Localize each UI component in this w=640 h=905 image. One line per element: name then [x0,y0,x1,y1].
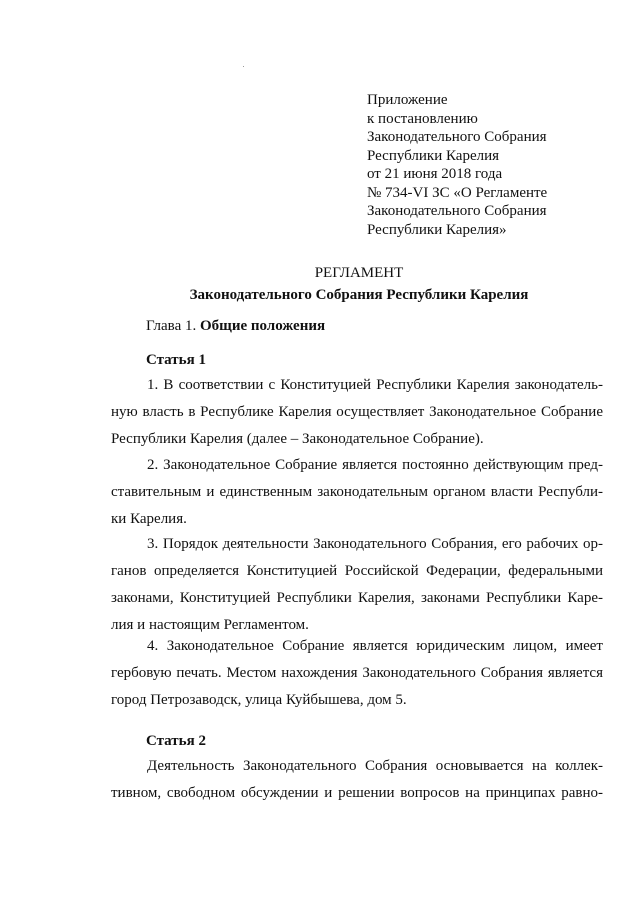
paragraph-line: гербовую печать. Местом нахождения Законодательного Собрания является [111,665,603,681]
appendix-line: № 734-VI ЗС «О Регламенте [367,184,548,201]
article-paragraph [111,531,603,639]
chapter-heading [146,316,325,336]
appendix-line: Республики Карелия» [367,221,507,238]
paragraph-line: Деятельность Законодательного Собрания основывается на коллек- [147,758,603,774]
paragraph-line: 4. Законодательное Собрание является юридическим лицом, имеет [147,638,603,654]
paragraph-line: лия и настоящим Регламентом. [111,617,309,633]
appendix-line: Приложение [367,92,448,108]
paragraph-line: 1. В соответствии с Конституцией Республики Карелия законодатель- [147,377,603,393]
title-sub: Законодательного Собрания Республики Карелия [189,287,529,303]
article-heading: Статья 2 [146,733,206,749]
paragraph-line: 2. Законодательное Собрание является постоянно действующим пред- [147,457,603,473]
document-title [0,262,640,306]
chapter-prefix: Глава 1. [146,318,197,334]
appendix-line: Законодательного Собрания [367,203,547,219]
paragraph-line: ставительным и единственным законодательным органом власти Республи- [111,484,603,500]
appendix-line: Законодательного Собрания [367,129,547,145]
article-paragraph [111,633,603,714]
article-paragraph [111,372,603,453]
paragraph-line: Республики Карелия (далее – Законодательное Собрание). [111,431,484,447]
appendix-block [367,91,617,239]
appendix-line: от 21 июня 2018 года [367,166,503,182]
scan-speck [243,66,244,67]
chapter-name: Общие положения [199,318,326,334]
title-main: РЕГЛАМЕНТ [314,265,404,281]
paragraph-line: город Петрозаводск, улица Куйбышева, дом 5. [111,692,407,708]
paragraph-line: ки Карелия. [111,511,187,527]
appendix-line: Республики Карелия [367,147,500,164]
article-heading: Статья 1 [146,352,206,368]
paragraph-line: ганов определяется Конституцией Российской Федерации, федеральными [111,563,603,579]
paragraph-line: ную власть в Республике Карелия осуществляет Законодательное Собрание [111,404,603,420]
paragraph-line: тивном, свободном обсуждении и решении вопросов на принципах равно- [111,785,603,801]
article-paragraph [111,452,603,533]
article-paragraph [111,753,603,807]
appendix-line: к постановлению [367,110,478,127]
paragraph-line: законами, Конституцией Республики Карелия, законами Республики Каре- [111,590,603,606]
paragraph-line: 3. Порядок деятельности Законодательного Собрания, его рабочих ор- [147,536,603,552]
